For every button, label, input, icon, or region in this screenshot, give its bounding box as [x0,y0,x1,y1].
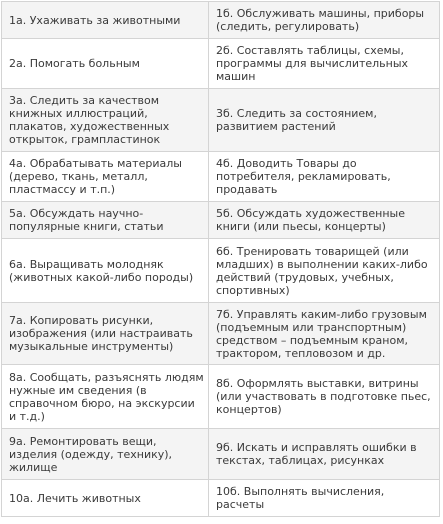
option-2a: 2а. Помогать больным [2,39,209,89]
option-3a: 3а. Следить за качеством книжных иллюстраций, плакатов, художественных открыток, грампластинок [2,89,209,152]
table-row-4 [2,152,440,202]
table-row-3 [2,89,440,152]
option-4b: 4б. Доводить Товары до потребителя, рекламировать, продавать [209,152,440,202]
option-5a: 5а. Обсуждать научно-популярные книги, статьи [2,202,209,239]
option-4a: 4а. Обрабатывать материалы (дерево, ткань, металл, пластмассу и т.п.) [2,152,209,202]
option-9a: 9а. Ремонтировать вещи, изделия (одежду, технику), жилище [2,429,209,480]
option-9b: 9б. Искать и исправлять ошибки в текстах, таблицах, рисунках [209,429,440,480]
questionnaire-table-container [1,1,439,517]
option-5b: 5б. Обсуждать художественные книги (или пьесы, концерты) [209,202,440,239]
option-7a: 7а. Копировать рисунки, изображения (или настраивать музыкальные инструменты) [2,303,209,365]
option-10b: 10б. Выполнять вычисления, расчеты [209,480,440,517]
table-row-7 [2,303,440,365]
table-row-9 [2,429,440,480]
table-row-8 [2,365,440,429]
option-3b: 3б. Следить за состоянием, развитием растений [209,89,440,152]
table-row-6 [2,239,440,303]
table-row-10 [2,480,440,517]
option-1a: 1а. Ухаживать за животными [2,2,209,39]
option-8b: 8б. Оформлять выставки, витрины (или участвовать в подготовке пьес, концертов) [209,365,440,429]
table-row-5 [2,202,440,239]
option-1b: 1б. Обслуживать машины, приборы (следить, регулировать) [209,2,440,39]
option-6b: 6б. Тренировать товарищей (или младших) в выполнении каких-либо действий (трудовых, учебных, спортивных) [209,239,440,303]
table-body [2,2,440,517]
option-10a: 10а. Лечить животных [2,480,209,517]
table-row-1 [2,2,440,39]
option-6a: 6а. Выращивать молодняк (животных какой-либо породы) [2,239,209,303]
option-2b: 2б. Составлять таблицы, схемы, программы для вычислительных машин [209,39,440,89]
table-row-2 [2,39,440,89]
option-7b: 7б. Управлять каким-либо грузовым (подъемным или транспортным) средством – подъемным краном, трактором, тепловозом и др. [209,303,440,365]
questionnaire-table [1,1,440,517]
option-8a: 8а. Сообщать, разъяснять людям нужные им сведения (в справочном бюро, на экскурсии и т.д.) [2,365,209,429]
